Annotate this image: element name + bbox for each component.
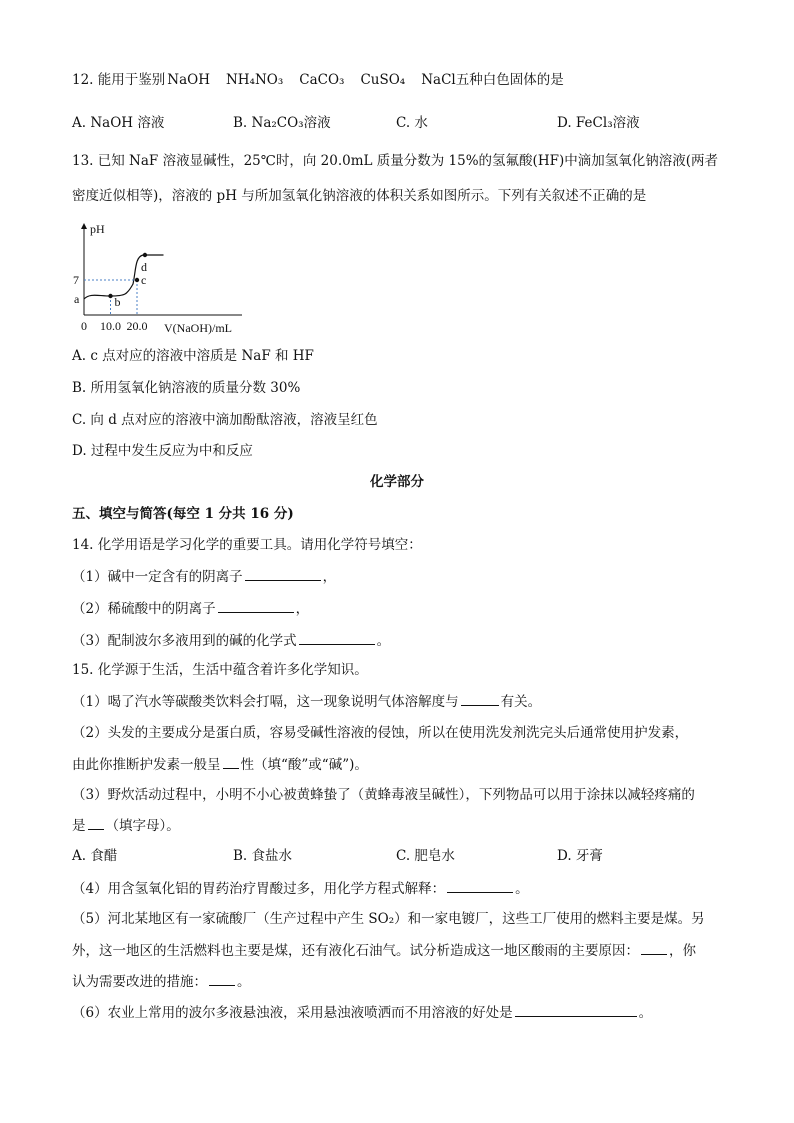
q12-formula-3: CaCO₃: [299, 72, 345, 88]
q12-formula-5: NaCl: [421, 72, 456, 88]
q15-item-3-line1: （3）野炊活动过程中，小明不小心被黄蜂蛰了（黄蜂毒液呈碱性），下列物品可以用于涂抹以减轻疼痛的: [72, 787, 695, 803]
q15-option-d[interactable]: D. 牙膏: [557, 848, 603, 864]
q15-blank-7[interactable]: [515, 1002, 637, 1017]
part5-title: 五、填空与简答(每空 1 分共 16 分): [72, 506, 294, 522]
q15-item-6: （6）农业上常用的波尔多液悬浊液，采用悬浊液喷洒而不用溶液的好处是 。: [72, 1002, 652, 1023]
y-tick-label: 7: [73, 273, 79, 287]
q14-blank-1[interactable]: [245, 566, 321, 581]
point-d: [143, 253, 147, 257]
q14-item-1: （1）碱中一定含有的阴离子 ，: [72, 566, 336, 587]
q15-item-5-line1: （5）河北某地区有一家硫酸厂（生产过程中产生 SO₂）和一家电镀厂，这些工厂使用的燃料主要是煤。另: [72, 911, 705, 927]
q12-stem: 12. 能用于鉴别 NaOH NH₄NO₃ CaCO₃ CuSO₄ NaCl五种白色固体的是: [72, 72, 564, 88]
section-title: 化学部分: [370, 474, 424, 490]
q15-blank-4[interactable]: [447, 878, 513, 893]
q15-item-5-line2: 外，这一地区的生活燃料也主要是煤，还有液化石油气。试分析造成这一地区酸雨的主要原因： ，你: [72, 940, 696, 961]
q12-formula-4: CuSO₄: [360, 72, 406, 88]
q14-item-3: （3）配制波尔多液用到的碱的化学式 。: [72, 630, 390, 651]
q14-item-2: （2）稀硫酸中的阴离子 ，: [72, 598, 309, 619]
q15-option-b[interactable]: B. 食盐水: [233, 848, 293, 864]
x-tick-label: 20.0: [126, 319, 148, 333]
point-label-b: b: [114, 295, 121, 309]
x-tick-label: 0: [81, 319, 87, 333]
q14-blank-3[interactable]: [299, 630, 375, 645]
q15-option-c[interactable]: C. 肥皂水: [396, 848, 455, 864]
q12-option-d[interactable]: D. FeCl₃溶液: [557, 115, 640, 131]
point-c: [135, 278, 139, 282]
q15-item-4: （4）用含氢氧化铝的胃药治疗胃酸过多，用化学方程式解释： 。: [72, 878, 529, 899]
q12-option-b[interactable]: B. Na₂CO₃溶液: [233, 115, 331, 131]
q15-blank-5[interactable]: [641, 940, 667, 955]
q15-blank-1[interactable]: [461, 691, 499, 706]
q15-blank-6[interactable]: [209, 971, 235, 986]
x-axis-label: V(NaOH)/mL: [164, 321, 232, 335]
q13-option-a[interactable]: A. c 点对应的溶液中溶质是 NaF 和 HF: [72, 348, 314, 364]
x-tick-label: 10.0: [100, 319, 121, 333]
ph-curve: [84, 255, 164, 299]
q12-option-c[interactable]: C. 水: [396, 115, 428, 131]
point-label-c: c: [141, 273, 147, 287]
q14-stem: 14. 化学用语是学习化学的重要工具。请用化学符号填空：: [72, 537, 422, 553]
ph-titration-graph: [66, 220, 256, 340]
q15-item-2-line2: 由此你推断护发素一般呈 性（填“酸”或“碱”)。: [72, 754, 368, 775]
q15-blank-2[interactable]: [223, 754, 239, 769]
q15-option-a[interactable]: A. 食醋: [72, 848, 118, 864]
q15-stem: 15. 化学源于生活，生活中蕴含着许多化学知识。: [72, 662, 368, 678]
q15-item-2-line1: （2）头发的主要成分是蛋白质，容易受碱性溶液的侵蚀，所以在使用洗发剂洗完头后通常使用护发素，: [72, 725, 689, 741]
q13-stem-line1: 13. 已知 NaF 溶液显碱性，25℃时，向 20.0mL 质量分数为 15%的氢氟酸(HF)中滴加氢氧化钠溶液(两者: [72, 153, 718, 169]
q13-stem-line2: 密度近似相等)，溶液的 pH 与所加氢氧化钠溶液的体积关系如图所示。下列有关叙述不正确的是: [72, 188, 647, 204]
q13-option-c[interactable]: C. 向 d 点对应的溶液中滴加酚酞溶液，溶液呈红色: [72, 412, 378, 428]
point-label-d: d: [140, 260, 147, 274]
y-axis-label: pH: [90, 222, 105, 236]
q13-option-d[interactable]: D. 过程中发生反应为中和反应: [72, 443, 253, 459]
q12-formula-2: NH₄NO₃: [225, 72, 284, 88]
q15-item-1: （1）喝了汽水等碳酸类饮料会打嗝，这一现象说明气体溶解度与 有关。: [72, 691, 541, 712]
q14-blank-2[interactable]: [218, 598, 294, 613]
q12-option-a[interactable]: A. NaOH 溶液: [72, 115, 165, 131]
q15-item-5-line3: 认为需要改进的措施： 。: [72, 971, 251, 992]
q13-option-b[interactable]: B. 所用氢氧化钠溶液的质量分数 30%: [72, 380, 301, 396]
point-b: [108, 294, 112, 298]
q12-formula-1: NaOH: [167, 72, 210, 88]
q15-blank-3[interactable]: [88, 815, 104, 830]
q15-item-3-line2: 是 （填字母）。: [72, 815, 180, 836]
point-label-a: a: [74, 292, 80, 306]
